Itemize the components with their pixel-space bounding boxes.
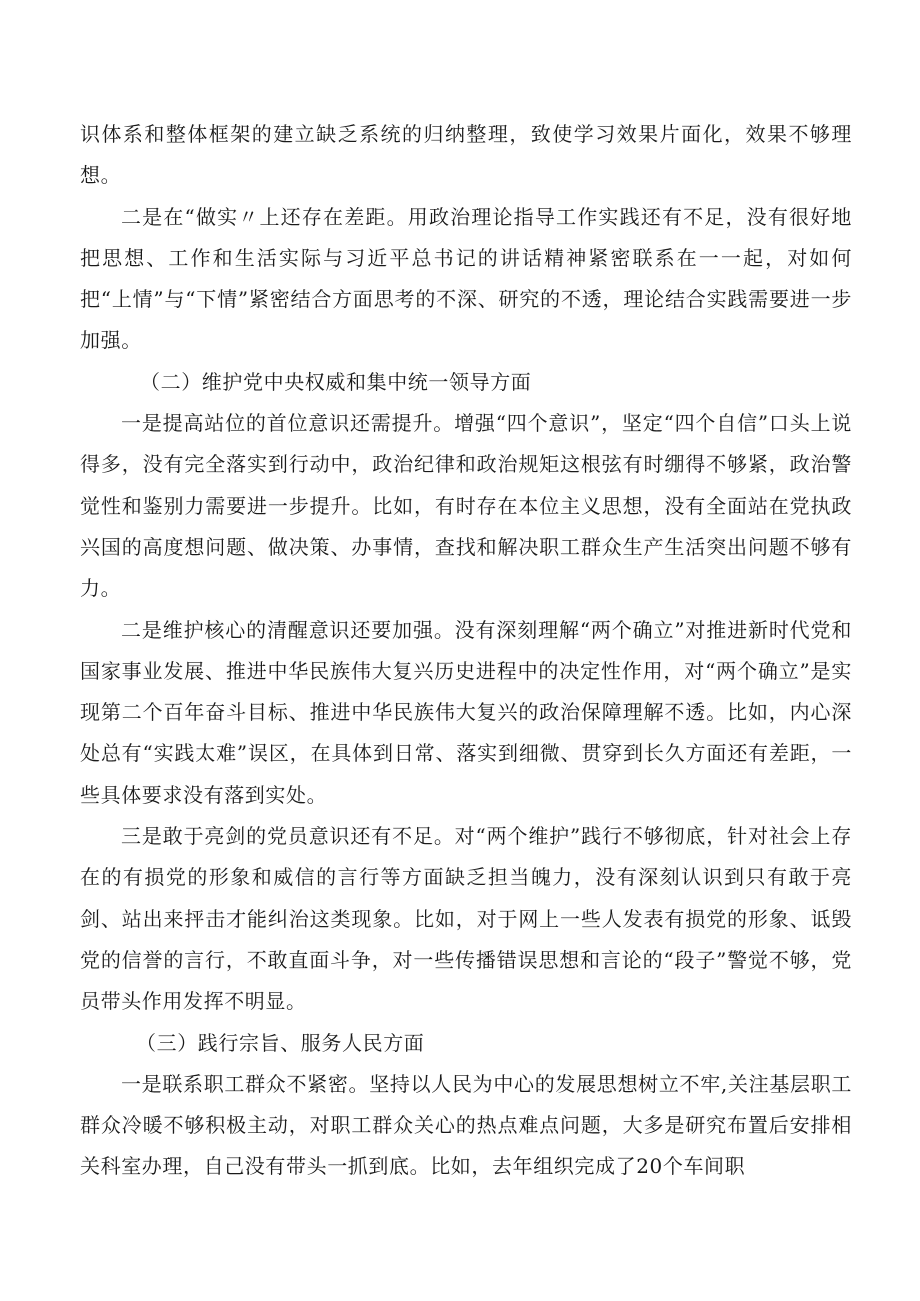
paragraph-contact-workers: 一是联系职工群众不紧密。坚持以人民为中心的发展思想树立不牢,关注基层职工群众冷暖不够积极主动，对职工群众关心的热点难点问题，大多是研究布置后安排相关科室办理，自己没有带头一抓到底。比如，去年组织完成了20个车间职 [80,1071,852,1179]
section-heading-3: （三）践行宗旨、服务人民方面 [136,1030,425,1055]
paragraph-position-awareness: 一是提高站位的首位意识还需提升。增强“四个意识”，坚定“四个自信”口头上说得多，没有完全落实到行动中，政治纪律和政治规矩这根弦有时绷得不够紧，政治警觉性和鉴别力需要进一步提升。比如，有时存在本位主义思想，没有全面站在党执政兴国的高度想问题、做决策、办事情，查找和解决职工群众生产生活突出问题不够有力。 [80,411,852,601]
section-heading-2: （二）维护党中央权威和集中统一领导方面 [140,369,532,394]
paragraph-continuation: 识体系和整体框架的建立缺乏系统的归纳整理，致使学习效果片面化，效果不够理想。 [80,122,852,188]
paragraph-zuoshi-gap: 二是在“做实〃上还存在差距。用政治理论指导工作实践还有不足，没有很好地把思想、工作和生活实际与习近平总书记的讲话精神紧密联系在一一起，对如何把“上情”与“下情”紧密结合方面思考的不深、研究的不透，理论结合实践需要进一步加强。 [80,204,852,353]
document-body [80,114,852,1188]
paragraph-core-awareness: 二是维护核心的清醒意识还要加强。没有深刻理解“两个确立”对推进新时代党和国家事业发展、推进中华民族伟大复兴历史进程中的决定性作用，对“两个确立”是实现第二个百年奋斗目标、推进中华民族伟大复兴的政治保障理解不透。比如，内心深处总有“实践太难”误区，在具体到日常、落实到细微、贯穿到长久方面还有差距，一些具体要求没有落到实处。 [80,617,852,807]
paragraph-party-member-awareness: 三是敢于亮剑的党员意识还有不足。对“两个维护”践行不够彻底，针对社会上存在的有损党的形象和威信的言行等方面缺乏担当魄力，没有深刻认识到只有敢于亮剑、站出来抨击才能纠治这类现象。比如，对于网上一些人发表有损党的形象、诋毁党的信誉的言行，不敢直面斗争，对一些传播错误思想和言论的“段子”警觉不够，党员带头作用发挥不明显。 [80,824,852,1014]
